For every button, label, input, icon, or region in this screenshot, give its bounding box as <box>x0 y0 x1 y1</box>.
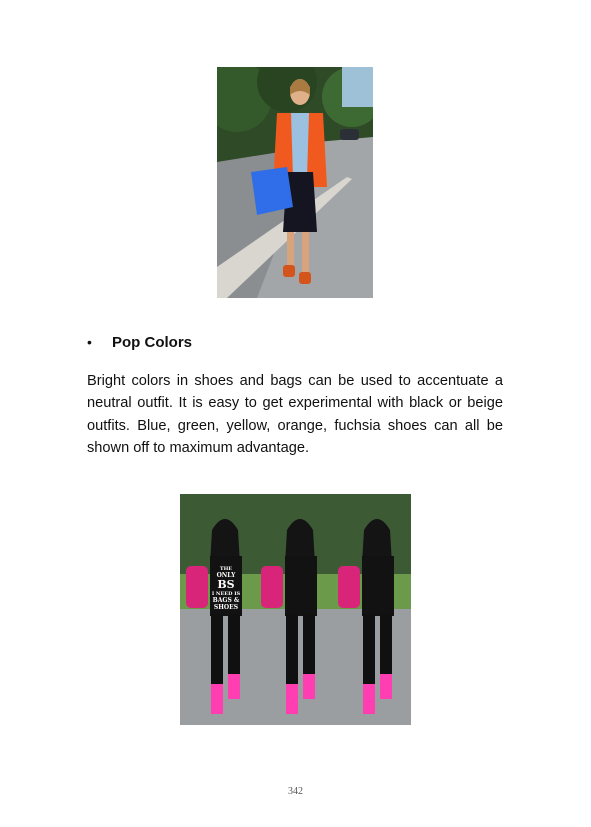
photo-pink-accessories-outfit <box>180 494 411 725</box>
shirt-text-line: BAGS & <box>212 597 240 604</box>
photo-orange-blazer-outfit <box>217 67 373 298</box>
body-paragraph: Bright colors in shoes and bags can be used to accentuate a neutral outfit. It is easy to get experimental with black or beige outfits. Blue, green, yellow, orange, fuchsia shoes can all be shown off to maximum advantage. <box>87 373 503 456</box>
shirt-text-line: BS <box>217 578 235 591</box>
bullet-marker: • <box>87 334 92 350</box>
section-heading-row <box>87 334 192 351</box>
shirt-text-line: ONLY <box>216 572 236 579</box>
shirt-text-line: I NEED IS <box>211 591 241 597</box>
page-number: 342 <box>288 786 303 797</box>
shirt-text-line: SHOES <box>213 604 239 611</box>
section-heading: Pop Colors <box>112 334 193 351</box>
shirt-text-line: THE <box>219 566 233 572</box>
